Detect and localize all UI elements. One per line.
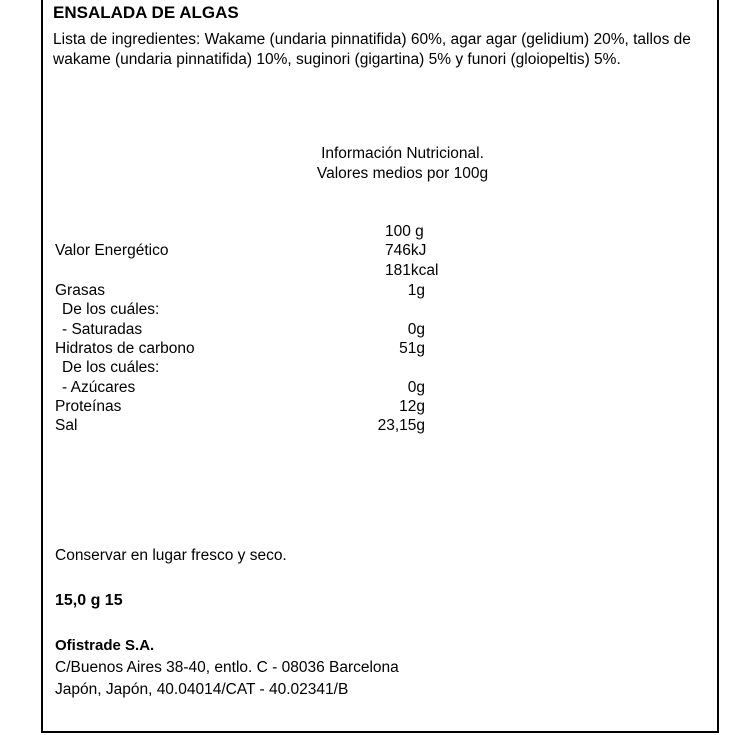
fat-value: 1g [407,282,425,299]
energy-label: Valor Energético [55,242,169,259]
saturated-label: - Saturadas [62,321,143,338]
company-origin: Japón, Japón, 40.04014/CAT - 40.02341/B [55,681,349,698]
protein-label: Proteínas [55,398,122,415]
carbs-value: 51g [399,340,425,357]
carbs-of-which-label: De los cuáles: [62,359,160,376]
per-100g-header: 100 g [385,223,424,240]
saturated-value: 0g [407,321,425,338]
storage-instructions: Conservar en lugar fresco y seco. [55,547,287,564]
salt-label: Sal [55,417,78,434]
nutrition-subheading: Valores medios por 100g [316,165,489,182]
company-name: Ofistrade S.A. [55,637,155,654]
carbs-label: Hidratos de carbono [55,340,195,357]
company-address: C/Buenos Aires 38-40, entlo. C - 08036 Barcelona [55,659,399,676]
salt-value: 23,15g [377,417,425,434]
fat-label: Grasas [55,282,105,299]
nutrition-heading: Información Nutricional. [321,145,484,162]
net-weight: 15,0 g 15 [55,592,123,609]
product-title: ENSALADA DE ALGAS [53,3,239,22]
energy-kcal-value: 181kcal [385,262,439,279]
protein-value: 12g [399,398,425,415]
sugars-value: 0g [407,379,425,396]
sugars-label: - Azúcares [62,379,136,396]
energy-kj-value: 746kJ [385,242,427,259]
ingredients-list: Lista de ingredientes: Wakame (undaria pinnatifida) 60%, agar agar (gelidium) 20%, tallos de wakame (undaria pinnatifida) 10%, suginori (gigartina) 5% y funori (gloiopeltis) 5%. [53,31,691,68]
fat-of-which-label: De los cuáles: [62,301,160,318]
